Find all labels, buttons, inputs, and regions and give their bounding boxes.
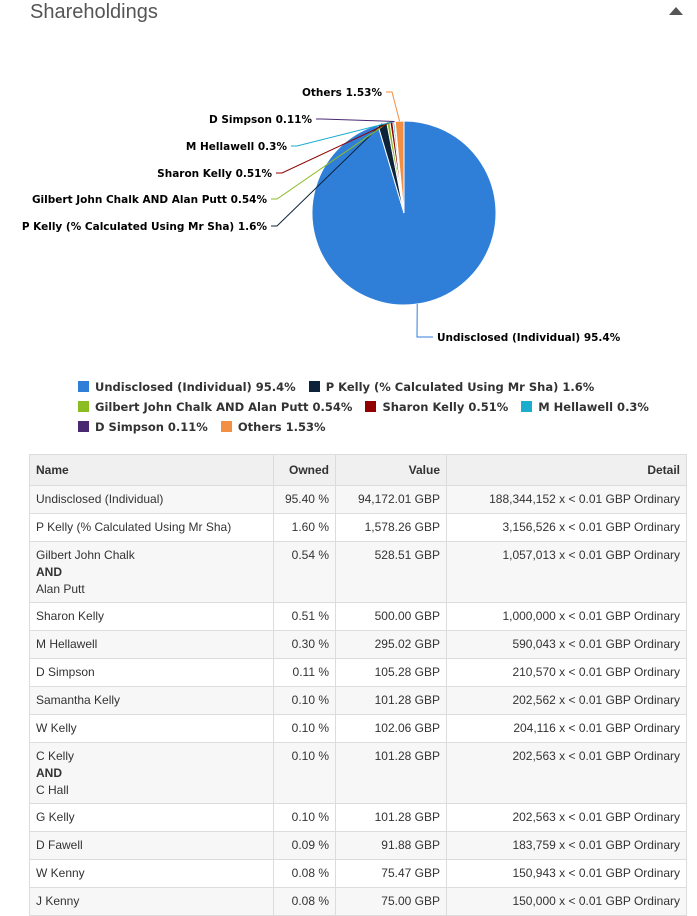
cell-owned: 0.51 % — [274, 603, 336, 631]
table-row — [30, 486, 687, 514]
legend-item[interactable] — [365, 400, 508, 414]
cell-name — [30, 715, 274, 743]
holder-name: Samantha Kelly — [36, 693, 121, 707]
cell-owned: 0.08 % — [274, 860, 336, 888]
cell-name — [30, 888, 274, 916]
legend-swatch — [78, 421, 89, 432]
holder-name: M Hellawell — [36, 637, 98, 651]
cell-value: 102.06 GBP — [336, 715, 447, 743]
cell-detail: 1,000,000 x < 0.01 GBP Ordinary — [447, 603, 687, 631]
legend-item[interactable] — [521, 400, 649, 414]
legend-swatch — [78, 381, 89, 392]
legend-label: Gilbert John Chalk AND Alan Putt 0.54% — [95, 400, 353, 414]
table-row — [30, 804, 687, 832]
pie-data-label: D Simpson 0.11% — [208, 114, 312, 126]
cell-owned: 0.10 % — [274, 687, 336, 715]
table-row — [30, 514, 687, 542]
cell-name — [30, 743, 274, 804]
legend-label: D Simpson 0.11% — [95, 420, 208, 434]
panel-header — [0, 0, 697, 30]
legend-label: Undisclosed (Individual) 95.4% — [95, 380, 296, 394]
table-row — [30, 603, 687, 631]
column-header-owned[interactable]: Owned — [274, 455, 336, 486]
legend-row — [78, 400, 678, 420]
legend-item[interactable] — [221, 420, 326, 434]
holder-name: J Kenny — [36, 894, 80, 908]
cell-detail: 210,570 x < 0.01 GBP Ordinary — [447, 659, 687, 687]
holder-name: D Simpson — [36, 665, 95, 679]
shareholdings-table — [29, 454, 687, 916]
legend-row — [78, 380, 678, 400]
cell-name — [30, 631, 274, 659]
cell-value: 105.28 GBP — [336, 659, 447, 687]
cell-name — [30, 804, 274, 832]
cell-owned: 0.10 % — [274, 743, 336, 804]
legend-swatch — [221, 421, 232, 432]
table-row — [30, 888, 687, 916]
cell-owned: 0.10 % — [274, 804, 336, 832]
pie-data-label: Sharon Kelly 0.51% — [157, 168, 272, 180]
cell-value: 1,578.26 GBP — [336, 514, 447, 542]
pie-data-label: M Hellawell 0.3% — [185, 141, 287, 153]
joint-holder-and: AND — [36, 766, 62, 780]
cell-detail: 590,043 x < 0.01 GBP Ordinary — [447, 631, 687, 659]
cell-detail: 202,562 x < 0.01 GBP Ordinary — [447, 687, 687, 715]
table-header-row — [30, 455, 687, 486]
pie-connector — [386, 92, 400, 121]
holder-name: D Fawell — [36, 838, 83, 852]
legend-swatch — [309, 381, 320, 392]
holder-name: W Kelly — [36, 721, 77, 735]
cell-value: 528.51 GBP — [336, 542, 447, 603]
cell-name — [30, 659, 274, 687]
cell-detail: 202,563 x < 0.01 GBP Ordinary — [447, 743, 687, 804]
cell-owned: 0.11 % — [274, 659, 336, 687]
pie-data-label: Gilbert John Chalk AND Alan Putt 0.54% — [31, 194, 267, 206]
holder-name: Alan Putt — [36, 582, 85, 596]
legend-item[interactable] — [78, 420, 208, 434]
joint-holder-and: AND — [36, 565, 62, 579]
legend-label: P Kelly (% Calculated Using Mr Sha) 1.6% — [325, 380, 595, 394]
pie-connector — [316, 119, 395, 121]
holder-name: C Hall — [36, 783, 69, 797]
cell-value: 101.28 GBP — [336, 687, 447, 715]
holder-name: P Kelly (% Calculated Using Mr Sha) — [36, 520, 232, 534]
chart-legend — [78, 380, 678, 440]
cell-value: 500.00 GBP — [336, 603, 447, 631]
legend-swatch — [521, 401, 532, 412]
cell-detail: 183,759 x < 0.01 GBP Ordinary — [447, 832, 687, 860]
cell-owned: 0.08 % — [274, 888, 336, 916]
cell-detail: 150,000 x < 0.01 GBP Ordinary — [447, 888, 687, 916]
cell-owned: 0.54 % — [274, 542, 336, 603]
cell-value: 295.02 GBP — [336, 631, 447, 659]
pie-data-label: Others 1.53% — [301, 87, 382, 99]
cell-detail: 150,943 x < 0.01 GBP Ordinary — [447, 860, 687, 888]
table-row — [30, 832, 687, 860]
collapse-chevron-up-icon[interactable] — [669, 7, 683, 15]
cell-detail: 3,156,526 x < 0.01 GBP Ordinary — [447, 514, 687, 542]
legend-item[interactable] — [78, 380, 296, 394]
cell-owned: 0.30 % — [274, 631, 336, 659]
cell-value: 94,172.01 GBP — [336, 486, 447, 514]
holder-name: Gilbert John Chalk — [36, 548, 135, 562]
holder-name: Sharon Kelly — [36, 609, 105, 623]
legend-item[interactable] — [78, 400, 352, 414]
cell-detail: 202,563 x < 0.01 GBP Ordinary — [447, 804, 687, 832]
column-header-name[interactable]: Name — [30, 455, 274, 486]
column-header-detail[interactable]: Detail — [447, 455, 687, 486]
cell-name — [30, 687, 274, 715]
legend-label: Others 1.53% — [237, 420, 326, 434]
cell-detail: 188,344,152 x < 0.01 GBP Ordinary — [447, 486, 687, 514]
cell-name — [30, 860, 274, 888]
legend-label: M Hellawell 0.3% — [538, 400, 649, 414]
cell-detail: 204,116 x < 0.01 GBP Ordinary — [447, 715, 687, 743]
pie-data-label: P Kelly (% Calculated Using Mr Sha) 1.6% — [21, 221, 267, 233]
shareholdings-pie-chart — [0, 60, 697, 360]
pie-connector — [417, 304, 433, 337]
pie-data-label: Undisclosed (Individual) 95.4% — [437, 332, 621, 344]
legend-swatch — [78, 401, 89, 412]
cell-name — [30, 542, 274, 603]
column-header-value[interactable]: Value — [336, 455, 447, 486]
table-row — [30, 542, 687, 603]
cell-name — [30, 514, 274, 542]
legend-row — [78, 420, 678, 440]
cell-value: 91.88 GBP — [336, 832, 447, 860]
cell-owned: 0.10 % — [274, 715, 336, 743]
panel-title: Shareholdings — [30, 1, 158, 23]
legend-swatch — [365, 401, 376, 412]
cell-value: 101.28 GBP — [336, 743, 447, 804]
legend-label: Sharon Kelly 0.51% — [382, 400, 509, 414]
holder-name: Undisclosed (Individual) — [36, 492, 164, 506]
holder-name: C Kelly — [36, 749, 75, 763]
cell-owned: 0.09 % — [274, 832, 336, 860]
legend-item[interactable] — [309, 380, 595, 394]
table-row — [30, 715, 687, 743]
table-row — [30, 743, 687, 804]
table-row — [30, 860, 687, 888]
cell-name — [30, 832, 274, 860]
cell-owned: 95.40 % — [274, 486, 336, 514]
table-row — [30, 631, 687, 659]
cell-name — [30, 603, 274, 631]
cell-value: 101.28 GBP — [336, 804, 447, 832]
cell-name — [30, 486, 274, 514]
cell-value: 75.47 GBP — [336, 860, 447, 888]
holder-name: G Kelly — [36, 810, 75, 824]
cell-value: 75.00 GBP — [336, 888, 447, 916]
table-row — [30, 687, 687, 715]
cell-detail: 1,057,013 x < 0.01 GBP Ordinary — [447, 542, 687, 603]
table-row — [30, 659, 687, 687]
holder-name: W Kenny — [36, 866, 85, 880]
cell-owned: 1.60 % — [274, 514, 336, 542]
